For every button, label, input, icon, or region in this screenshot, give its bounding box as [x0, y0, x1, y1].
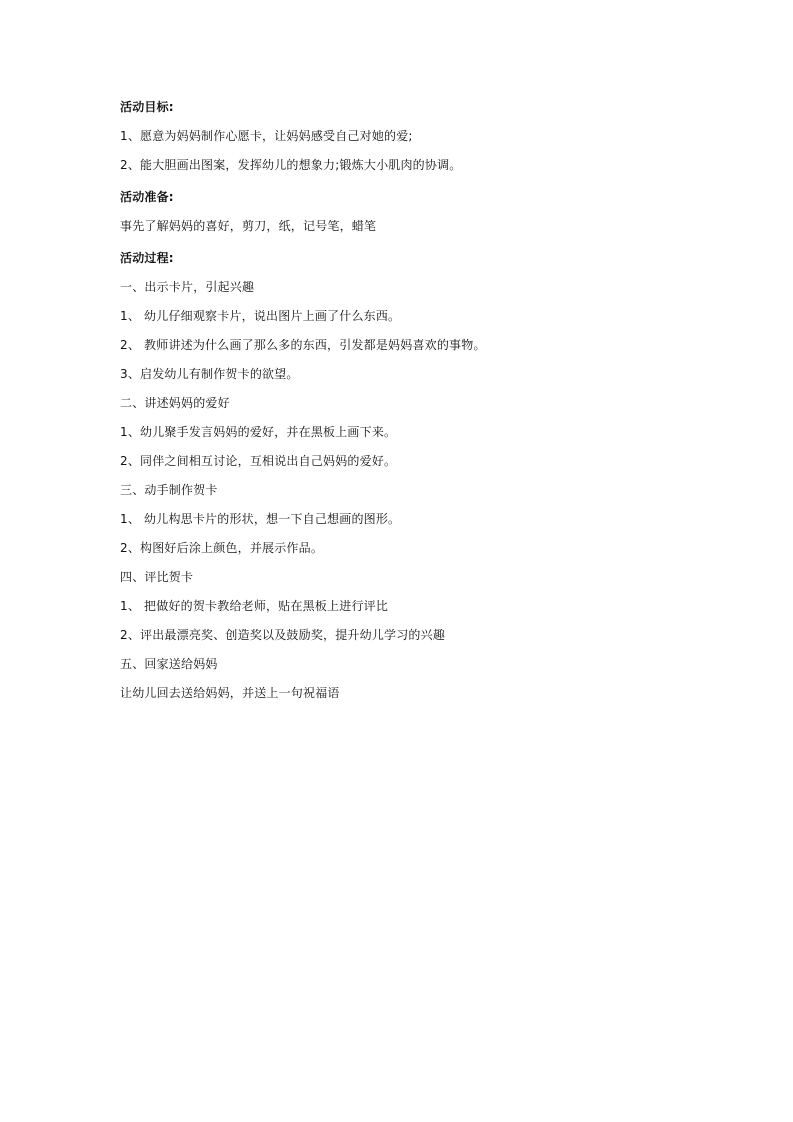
process-line: 四、评比贺卡	[120, 570, 194, 584]
process-line: 1、幼儿聚手发言妈妈的爱好，并在黑板上画下来。	[120, 425, 397, 439]
goal-line-1: 1、愿意为妈妈制作心愿卡，让妈妈感受自己对她的爱;	[120, 129, 413, 143]
process-line: 二、讲述妈妈的爱好	[120, 396, 230, 410]
process-line: 1、 幼儿构思卡片的形状，想一下自己想画的图形。	[120, 512, 401, 526]
process-line: 三、动手制作贺卡	[120, 483, 218, 497]
section-heading-preparation: 活动准备:	[120, 190, 174, 204]
process-line: 1、 把做好的贺卡教给老师，贴在黑板上进行评比	[120, 599, 389, 613]
goal-line-2: 2、能大胆画出图案，发挥幼儿的想象力;锻炼大小肌肉的协调。	[120, 158, 462, 172]
process-line: 1、 幼儿仔细观察卡片，说出图片上画了什么东西。	[120, 309, 401, 323]
section-heading-goals: 活动目标:	[120, 100, 174, 114]
process-line: 2、评出最漂亮奖、创造奖以及鼓励奖，提升幼儿学习的兴趣	[120, 628, 446, 642]
process-line: 一、出示卡片，引起兴趣	[120, 280, 255, 294]
preparation-line-1: 事先了解妈妈的喜好，剪刀，纸，记号笔，蜡笔	[120, 219, 377, 233]
document-content	[120, 100, 680, 715]
process-line: 2、 教师讲述为什么画了那么多的东西，引发都是妈妈喜欢的事物。	[120, 338, 486, 352]
process-line: 3、启发幼儿有制作贺卡的欲望。	[120, 367, 299, 381]
process-line: 让幼儿回去送给妈妈，并送上一句祝福语	[120, 686, 340, 700]
process-line: 2、构图好后涂上颜色，并展示作品。	[120, 541, 324, 555]
process-line: 五、回家送给妈妈	[120, 657, 218, 671]
process-line: 2、同伴之间相互讨论，互相说出自己妈妈的爱好。	[120, 454, 397, 468]
section-heading-process: 活动过程:	[120, 251, 174, 265]
